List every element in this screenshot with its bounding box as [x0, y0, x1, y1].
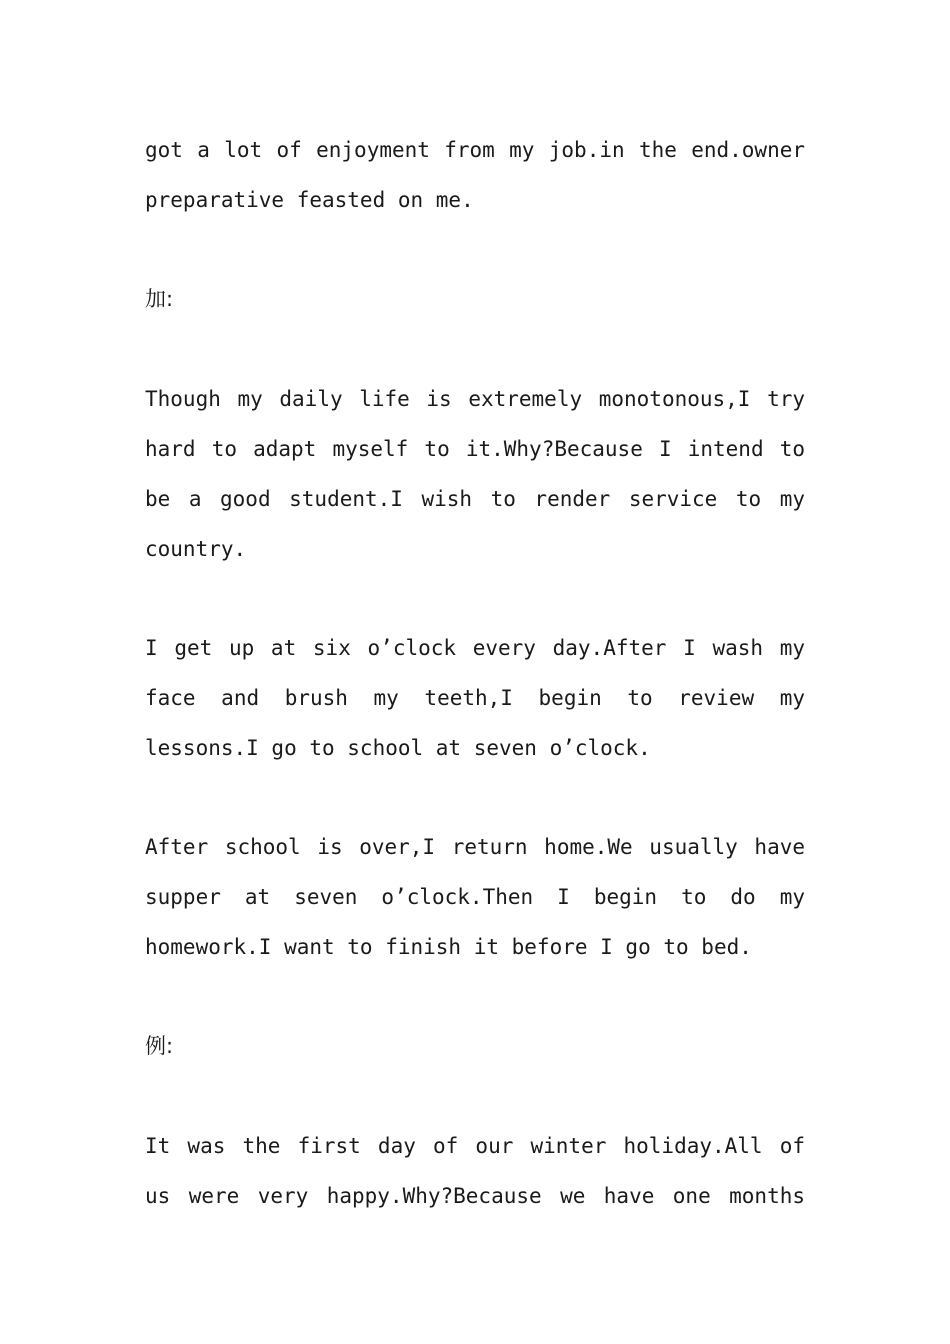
section-heading-add: 加:	[145, 287, 174, 311]
paragraph-winter-holiday	[145, 1121, 805, 1221]
text-line: lessons.I go to school at seven o’clock.	[145, 736, 651, 760]
text-line: supper at seven o’clock.Then I begin to do my	[145, 885, 805, 909]
text-line: I get up at six o’clock every day.After I wash my	[145, 636, 805, 660]
text-line: preparative feasted on me.	[145, 188, 474, 212]
text-line: It was the first day of our winter holiday.All of	[145, 1134, 805, 1158]
text-line: homework.I want to finish it before I go to bed.	[145, 935, 752, 959]
text-line: After school is over,I return home.We usually have	[145, 835, 805, 859]
text-line: country.	[145, 537, 247, 561]
section-heading-example: 例:	[145, 1034, 174, 1058]
paragraph-morning-routine	[145, 623, 805, 773]
text-line: be a good student.I wish to render service to my	[145, 487, 805, 511]
paragraph-evening-routine	[145, 822, 805, 972]
paragraph-job-enjoyment	[145, 125, 805, 225]
text-line: us were very happy.Why?Because we have one months	[145, 1184, 805, 1208]
text-line: got a lot of enjoyment from my job.in the end.owner	[145, 138, 805, 162]
text-line: face and brush my teeth,I begin to review my	[145, 686, 805, 710]
paragraph-daily-life	[145, 374, 805, 574]
text-line: hard to adapt myself to it.Why?Because I intend to	[145, 437, 805, 461]
text-line: Though my daily life is extremely monotonous,I try	[145, 387, 805, 411]
